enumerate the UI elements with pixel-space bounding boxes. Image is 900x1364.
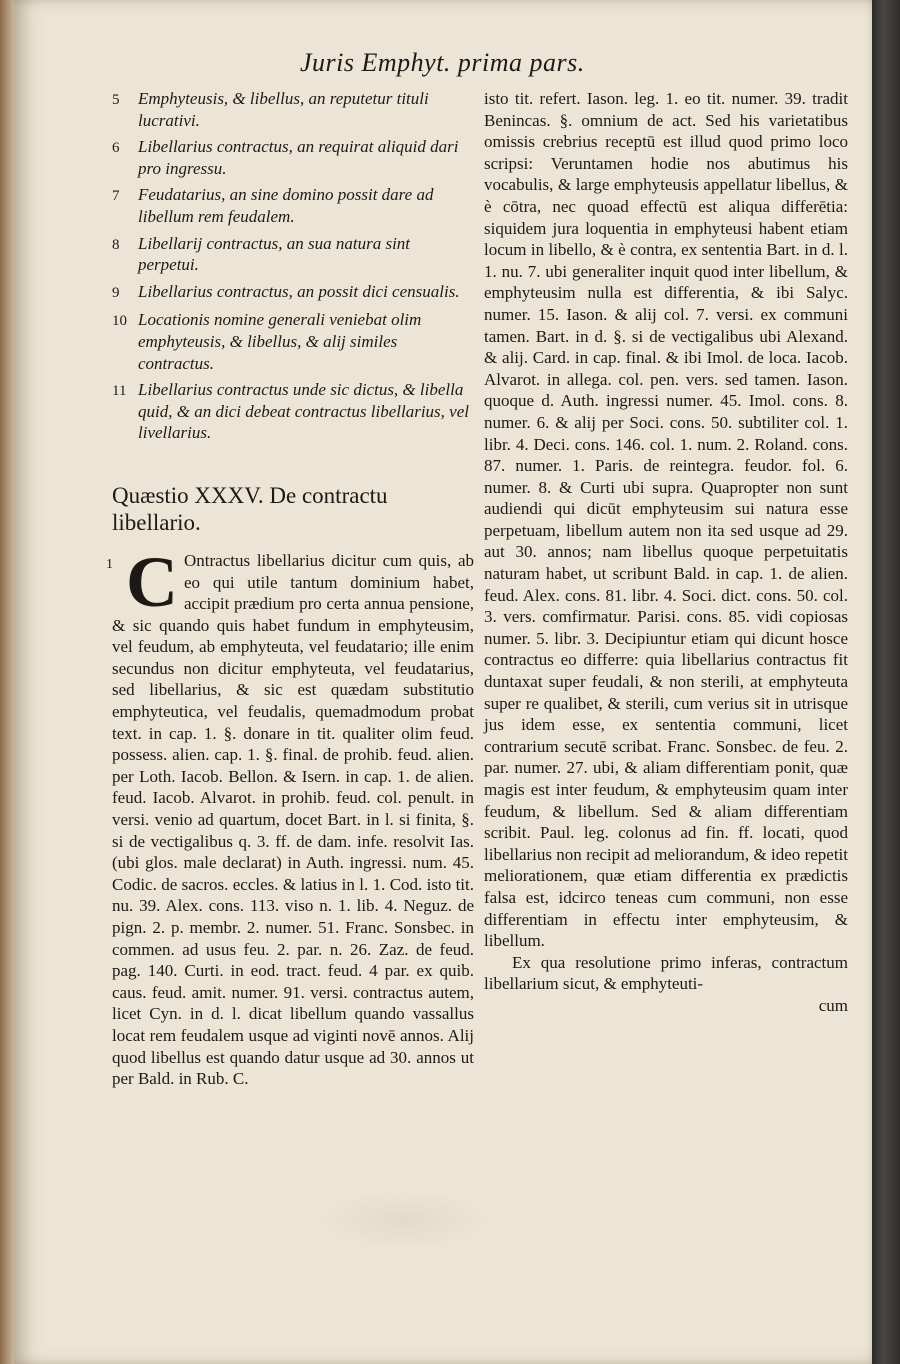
summary-item: [112, 309, 474, 374]
summary-number: 7: [112, 188, 120, 205]
summary-text: Libellarius contractus, an possit dici censualis.: [138, 281, 460, 301]
right-paragraph-1: isto tit. refert. Iason. leg. 1. eo tit. numer. 39. tradit Benincas. §. omnium de act. Sed his varietatibus omissis crebrius receptū est illud quod primo loco scripsi: Veruntamen hodie nos abutimus his vocabulis, & large emphyteusis appellatur libellus, & è cōtra, nec quoad effectū est aliqua differētia: siquidem jura loquentia in emphyteusi habent etiam locum in libello, & è contra, ex sententia Bart. in d. l. 1. nu. 7. ubi generaliter inquit quod inter libellum, & emphyteusim nulla est differentia, & ibi Salyc. numer. 15. Iason. & alij col. 7. versi. ex communi tamen. Bart. in d. §. si de vectigalibus ubi Alexand. & alij. Card. in cap. final. & ibi Imol. de loca. Iacob. Alvarot. in allega. col. pen. vers. sed tamen. Iason. quoque d. Auth. ingressi numer. 45. Imol. cons. 8. numer. 6. & alij per Soci. cons. 50. subtiliter col. 1. libr. 4. Deci. cons. 146. col. 1. num. 2. Roland. cons. 87. numer. 1. Paris. de reintegra. feudor. fol. 6. numer. 8. & Curti ubi supra. Quapropter non sunt audiendi qui dicūt emphyteusim sui natura esse perpetuam, libellum autem non ita sed usque ad 29. aut 30. annos; nam libellus quoque perpetuitatis naturam habet, ut scribunt Bald. in cap. 1. de alien. feud. Alex. cons. 81. libr. 4. Soci. dict. cons. 50. col. 3. vers. comfirmatur. Parisi. cons. 85. vidi copiosas numer. 5. libr. 3. Decipiuntur etiam qui dicunt hosce contractus eo differre: quia libellarius contractus fit duntaxat super feudali, & non sterili, at emphyteuta super re qualibet, & sterili, cum verius sit in utrisque jus idem esse, ex sententia communi, licet contrarium secutē scribat. Franc. Sonsbec. de feu. 2. par. numer. 27. ubi, & aliam differentiam ponit, quæ magis est inter feudum, & emphyteusim quam inter feudum, & libellum. Sed & aliam differentiam scribit. Paul. leg. colonus ad fin. ff. locati, quod libellarius non recipit ad meliorandum, & ideo repetit meliorationem, quæ etiam differentia ex prædictis falsa est, idcirco teneas cum communi, non esse differentiam in effectu inter emphyteusim, & libellum.: [484, 89, 848, 951]
summary-item: [112, 233, 474, 276]
left-column: [106, 88, 474, 1090]
catchword: cum: [818, 995, 848, 1015]
summary-item: [112, 184, 474, 227]
summary-number: 6: [112, 140, 120, 157]
summary-text: Libellarius contractus unde sic dictus, & libella quid, & an dici debeat contractus libellarius, vel livellarius.: [138, 380, 469, 443]
running-header: Juris Emphyt. prima pars.: [300, 48, 585, 77]
summary-number: 5: [112, 92, 120, 108]
summary-item: [112, 379, 474, 444]
paper-stain: [314, 1190, 494, 1250]
summary-item: [112, 281, 474, 305]
summary-number: 10: [112, 313, 127, 330]
question-title: Quæstio XXXV. De contractu libellario.: [112, 482, 388, 535]
question-text: Ontractus libellarius dicitur cum quis, ab eo qui utile tantum dominium habet, accipit prædium pro certa annua pensione, & sic quando quis habet fundum in emphyteusim, vel feudum, ab emphyteuta, vel feudatario; ille enim secundus non dicitur emphyteuta, vel feudatarius, sed libellarius, & sic est quædam substitutio emphyteutica, vel feudalis, quemadmodum probat text. in cap. 1. §. donare in tit. qualiter olim feud. possess. alien. cap. 1. §. final. de prohib. feud. alien. per Loth. Iacob. Bellon. & Isern. in cap. 1. de alien. feud. Iacob. Alvarot. in prohib. feud. col. penult. in versi. venio ad quartum, docet Bart. in l. si finita, §. si de vectigalibus q. 3. ff. de dam. infe. resolvit Ias. (ubi glos. male declarat) in Auth. ingressi. num. 45. Codic. de sacros. eccles. & latius in l. 1. Cod. isto tit. nu. 39. Alex. cons. 113. viso n. 1. lib. 4. Neguz. de pign. 2. p. membr. 2. numer. 51. Franc. Sonsbec. in commen. ad usus feu. 2. par. n. 26. Zaz. de feud. pag. 140. Curti. in eod. tract. feud. 4 par. ex quib. caus. feud. amit. numer. 91. versi. contractus autem, licet Cyn. in d. l. dicat libellum quando vassallus locat rem feudalem usque ad viginti novē annos. Alij quod libellus est quando datur usque ad 30. annos ut per Bald. in Rub. C.: [112, 550, 474, 1089]
right-column: [484, 88, 848, 1017]
drop-capital: C: [126, 541, 178, 622]
page-edge-left: [0, 0, 14, 1364]
summary-text: Libellarij contractus, an sua natura sint perpetui.: [138, 233, 411, 275]
summary-text: Locationis nomine generali veniebat olim emphyteusis, & libellus, & alij similes contractus.: [138, 310, 422, 373]
summary-item: [112, 88, 474, 131]
summary-item: [112, 136, 474, 179]
paragraph-number: 1: [106, 556, 113, 572]
book-spine-edge: [872, 0, 900, 1364]
summary-number: 8: [112, 236, 120, 253]
summary-number: 9: [112, 284, 120, 301]
summary-text: Libellarius contractus, an requirat aliquid dari pro ingressu.: [138, 137, 459, 178]
summary-text: Feudatarius, an sine domino possit dare ad libellum rem feudalem.: [138, 185, 434, 226]
question-body: [106, 541, 474, 1090]
summary-text: Emphyteusis, & libellus, an reputetur tituli lucrativi.: [138, 89, 429, 130]
summary-number: 11: [112, 383, 127, 400]
right-paragraph-2: Ex qua resolutione primo inferas, contractum libellarium sicut, & emphyteuti-: [484, 952, 848, 994]
summary-list: [112, 88, 474, 444]
